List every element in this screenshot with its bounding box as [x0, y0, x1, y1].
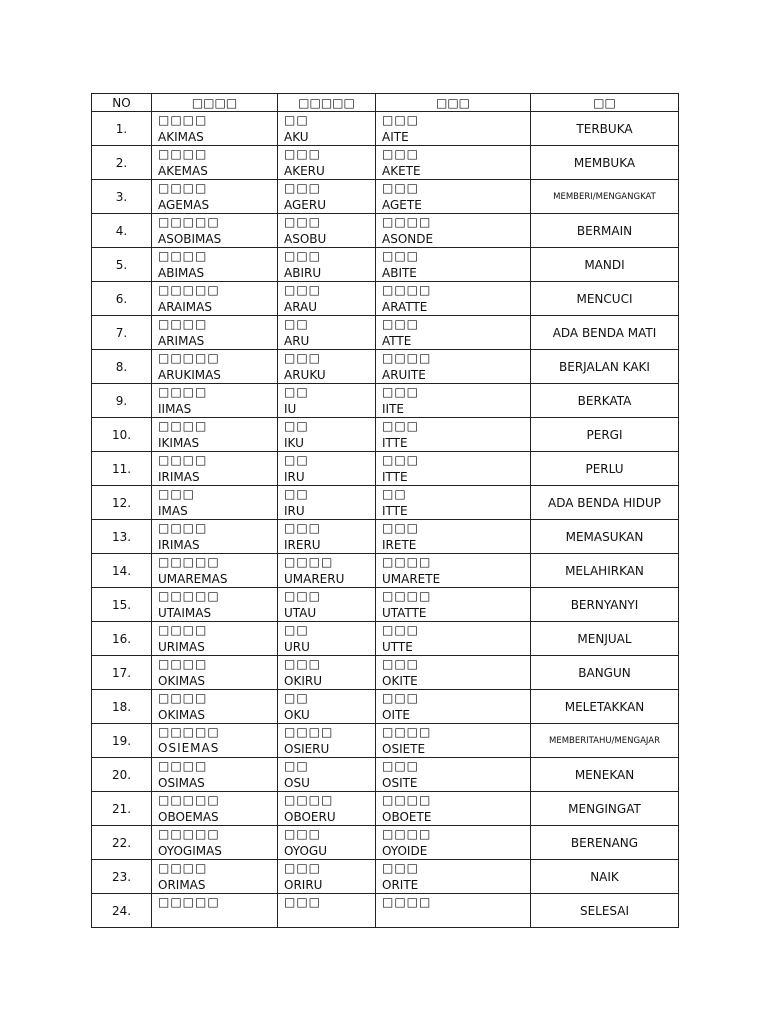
masu-form-cell [152, 588, 278, 622]
table-row [92, 486, 679, 520]
dictionary-form-cell [278, 554, 376, 588]
romaji-text: IU [284, 402, 297, 416]
kana-text: □□□□ [382, 589, 432, 603]
te-form-cell [376, 384, 531, 418]
table-row [92, 180, 679, 214]
romaji-text: IRETE [382, 538, 417, 552]
romaji-text: OKIMAS [158, 674, 206, 688]
kana-text: □□□ [382, 521, 420, 535]
masu-form-cell [152, 112, 278, 146]
table-row [92, 724, 679, 758]
table-row [92, 452, 679, 486]
kana-text: □□□□□ [158, 895, 220, 909]
meaning-cell: BERENANG [531, 826, 679, 860]
romaji-text: AGETE [382, 198, 422, 212]
romaji-text: AKEMAS [158, 164, 208, 178]
romaji-text: ARAIMAS [158, 300, 212, 314]
romaji-text: UMARERU [284, 572, 345, 586]
romaji-text: UMAREMAS [158, 572, 228, 586]
kana-text: □□□ [382, 113, 420, 127]
romaji-text: URU [284, 640, 310, 654]
te-form-cell [376, 180, 531, 214]
romaji-text: OSIERU [284, 742, 330, 756]
dictionary-form-cell [278, 146, 376, 180]
te-form-cell [376, 792, 531, 826]
meaning-cell: MENCUCI [531, 282, 679, 316]
romaji-text: ITTE [382, 436, 408, 450]
kana-text: □□□ [284, 283, 322, 297]
header-masu-form: □□□□ [152, 94, 278, 112]
romaji-text: IRERU [284, 538, 321, 552]
meaning-cell: BANGUN [531, 656, 679, 690]
romaji-text: OSU [284, 776, 310, 790]
masu-form-cell [152, 486, 278, 520]
romaji-text: IKIMAS [158, 436, 200, 450]
romaji-text: OKIMAS [158, 708, 206, 722]
romaji-text: OITE [382, 708, 410, 722]
dictionary-form-cell [278, 384, 376, 418]
table-header-row [92, 94, 679, 112]
meaning-cell: MENGINGAT [531, 792, 679, 826]
te-form-cell [376, 452, 531, 486]
kana-text: □□□ [284, 657, 322, 671]
kana-text: □□□□□ OSIEMAS [158, 725, 220, 755]
kana-text: □□ [382, 487, 407, 501]
kana-text: □□□□ [158, 181, 208, 195]
meaning-cell: MELETAKKAN [531, 690, 679, 724]
table-row [92, 520, 679, 554]
te-form-cell [376, 418, 531, 452]
kana-text: □□□□□ [158, 351, 220, 365]
romaji-text: ARATTE [382, 300, 428, 314]
row-number: 2. [92, 146, 152, 180]
kana-text: □□□□ [284, 725, 334, 739]
row-number: 22. [92, 826, 152, 860]
romaji-text: UTATTE [382, 606, 427, 620]
romaji-text: OYOIDE [382, 844, 428, 858]
kana-text: □□ [284, 759, 309, 773]
dictionary-form-cell [278, 282, 376, 316]
row-number: 9. [92, 384, 152, 418]
kana-text: □□□□ [158, 419, 208, 433]
romaji-text: ARIMAS [158, 334, 205, 348]
dictionary-form-cell [278, 248, 376, 282]
romaji-text: ABIRU [284, 266, 322, 280]
row-number: 13. [92, 520, 152, 554]
kana-text: □□□ [382, 759, 420, 773]
romaji-text: OBOEMAS [158, 810, 219, 824]
masu-form-cell [152, 316, 278, 350]
kana-text: □□□ [382, 657, 420, 671]
row-number: 7. [92, 316, 152, 350]
table-row [92, 214, 679, 248]
romaji-text [284, 911, 375, 927]
meaning-cell: BERNYANYI [531, 588, 679, 622]
table-row [92, 384, 679, 418]
romaji-text: ABITE [382, 266, 417, 280]
row-number: 3. [92, 180, 152, 214]
dictionary-form-cell [278, 826, 376, 860]
romaji-text: IIMAS [158, 402, 192, 416]
row-number: 17. [92, 656, 152, 690]
kana-text: □□□ [382, 861, 420, 875]
romaji-text: IRIMAS [158, 470, 200, 484]
header-dictionary-form: □□□□□ [278, 94, 376, 112]
masu-form-cell [152, 724, 278, 758]
dictionary-form-cell [278, 112, 376, 146]
dictionary-form-cell [278, 724, 376, 758]
masu-form-cell [152, 350, 278, 384]
masu-form-cell [152, 180, 278, 214]
romaji-text: IITE [382, 402, 404, 416]
romaji-text: OSITE [382, 776, 418, 790]
masu-form-cell [152, 554, 278, 588]
kana-text: □□□ [382, 249, 420, 263]
romaji-text: ARUKIMAS [158, 368, 221, 382]
romaji-text: AGERU [284, 198, 326, 212]
row-number: 10. [92, 418, 152, 452]
kana-text: □□□□□ [158, 589, 220, 603]
kana-text: □□ [284, 453, 309, 467]
kana-text: □□□□□ [158, 283, 220, 297]
romaji-text: ATTE [382, 334, 412, 348]
kana-text: □□□ [382, 385, 420, 399]
table-row [92, 418, 679, 452]
meaning-cell: ADA BENDA MATI [531, 316, 679, 350]
romaji-text [158, 911, 277, 927]
romaji-text: IRU [284, 470, 305, 484]
te-form-cell [376, 112, 531, 146]
row-number: 15. [92, 588, 152, 622]
te-form-cell [376, 622, 531, 656]
dictionary-form-cell [278, 418, 376, 452]
kana-text: □□□ [284, 351, 322, 365]
masu-form-cell [152, 418, 278, 452]
kana-text: □□□□□ [158, 215, 220, 229]
row-number: 24. [92, 894, 152, 928]
romaji-text: UTAIMAS [158, 606, 212, 620]
kana-text: □□ [284, 419, 309, 433]
te-form-cell [376, 826, 531, 860]
kana-text: □□ [284, 113, 309, 127]
meaning-cell: MEMBUKA [531, 146, 679, 180]
header-meaning: □□ [531, 94, 679, 112]
meaning-cell: PERLU [531, 452, 679, 486]
kana-text: □□□□ [158, 759, 208, 773]
row-number: 19. [92, 724, 152, 758]
kana-text: □□□□ [158, 521, 208, 535]
header-no: NO [92, 94, 152, 112]
kana-text: □□□□ [158, 113, 208, 127]
romaji-text: OKITE [382, 674, 418, 688]
masu-form-cell [152, 214, 278, 248]
kana-text: □□□□ [158, 861, 208, 875]
kana-text: □□□□ [158, 147, 208, 161]
romaji-text: OBOERU [284, 810, 336, 824]
row-number: 18. [92, 690, 152, 724]
row-number: 5. [92, 248, 152, 282]
header-te-form: □□□ [376, 94, 531, 112]
row-number: 12. [92, 486, 152, 520]
row-number: 8. [92, 350, 152, 384]
kana-text: □□ [284, 487, 309, 501]
romaji-text: IRIMAS [158, 538, 200, 552]
meaning-cell: PERGI [531, 418, 679, 452]
te-form-cell [376, 520, 531, 554]
row-number: 6. [92, 282, 152, 316]
table-row [92, 316, 679, 350]
meaning-cell: NAIK [531, 860, 679, 894]
table-row [92, 860, 679, 894]
te-form-cell [376, 588, 531, 622]
romaji-text: IMAS [158, 504, 188, 518]
dictionary-form-cell [278, 894, 376, 928]
kana-text: □□□□ [158, 385, 208, 399]
meaning-cell: MEMBERITAHU/MENGAJAR [531, 724, 679, 758]
masu-form-cell [152, 146, 278, 180]
kana-text: □□□□ [382, 555, 432, 569]
romaji-text: URIMAS [158, 640, 205, 654]
romaji-text: ASOBU [284, 232, 327, 246]
dictionary-form-cell [278, 690, 376, 724]
kana-text: □□□ [284, 861, 322, 875]
kana-text: □□□□ [284, 555, 334, 569]
kana-text: □□□ [284, 147, 322, 161]
dictionary-form-cell [278, 452, 376, 486]
meaning-cell: MELAHIRKAN [531, 554, 679, 588]
dictionary-form-cell [278, 622, 376, 656]
meaning-cell: MENJUAL [531, 622, 679, 656]
romaji-text: OYOGU [284, 844, 327, 858]
dictionary-form-cell [278, 486, 376, 520]
kana-text: □□□ [382, 419, 420, 433]
dictionary-form-cell [278, 758, 376, 792]
romaji-text: ARAU [284, 300, 318, 314]
row-number: 16. [92, 622, 152, 656]
dictionary-form-cell [278, 180, 376, 214]
kana-text: □□□□ [158, 317, 208, 331]
romaji-text: OSIMAS [158, 776, 205, 790]
kana-text: □□□□□ [158, 827, 220, 841]
romaji-text: AKETE [382, 164, 421, 178]
romaji-text: AKERU [284, 164, 325, 178]
romaji-text: AGEMAS [158, 198, 210, 212]
masu-form-cell [152, 690, 278, 724]
romaji-text: AKU [284, 130, 309, 144]
te-form-cell [376, 282, 531, 316]
kana-text: □□□□ [158, 657, 208, 671]
masu-form-cell [152, 758, 278, 792]
meaning-cell: BERMAIN [531, 214, 679, 248]
kana-text: □□□ [284, 589, 322, 603]
masu-form-cell [152, 826, 278, 860]
kana-text: □□□ [382, 181, 420, 195]
table-row [92, 656, 679, 690]
romaji-text: ASONDE [382, 232, 434, 246]
kana-text: □□□□ [382, 827, 432, 841]
table-row [92, 622, 679, 656]
romaji-text: AKIMAS [158, 130, 204, 144]
te-form-cell [376, 316, 531, 350]
romaji-text: OYOGIMAS [158, 844, 222, 858]
romaji-text: IKU [284, 436, 304, 450]
te-form-cell [376, 214, 531, 248]
romaji-text: OKU [284, 708, 310, 722]
te-form-cell [376, 486, 531, 520]
kana-text: □□ [284, 691, 309, 705]
table-row [92, 894, 679, 928]
table-row [92, 350, 679, 384]
kana-text: □□□□ [382, 215, 432, 229]
romaji-text: ARUITE [382, 368, 426, 382]
meaning-cell: MANDI [531, 248, 679, 282]
kana-text: □□□ [382, 317, 420, 331]
kana-text: □□□□ [382, 895, 432, 909]
romaji-text: ARU [284, 334, 310, 348]
kana-text: □□□ [284, 249, 322, 263]
row-number: 14. [92, 554, 152, 588]
romaji-text: OKIRU [284, 674, 322, 688]
kana-text: □□□ [284, 181, 322, 195]
dictionary-form-cell [278, 792, 376, 826]
kana-text: □□□ [382, 691, 420, 705]
kana-text: □□ [284, 623, 309, 637]
kana-text: □□□□ [158, 691, 208, 705]
meaning-cell: BERJALAN KAKI [531, 350, 679, 384]
table-row [92, 758, 679, 792]
romaji-text: ORIMAS [158, 878, 206, 892]
meaning-cell: ADA BENDA HIDUP [531, 486, 679, 520]
romaji-text: ABIMAS [158, 266, 205, 280]
kana-text: □□□□ [158, 249, 208, 263]
te-form-cell [376, 860, 531, 894]
te-form-cell [376, 690, 531, 724]
romaji-text: UTAU [284, 606, 317, 620]
te-form-cell [376, 554, 531, 588]
kana-text: □□ [284, 317, 309, 331]
romaji-text: UTTE [382, 640, 413, 654]
romaji-text: ORITE [382, 878, 419, 892]
kana-text: □□□ [382, 147, 420, 161]
table-row [92, 112, 679, 146]
te-form-cell [376, 724, 531, 758]
dictionary-form-cell [278, 860, 376, 894]
kana-text: □□□ [284, 895, 322, 909]
romaji-text: IRU [284, 504, 305, 518]
table-row [92, 588, 679, 622]
te-form-cell [376, 894, 531, 928]
meaning-cell: MEMASUKAN [531, 520, 679, 554]
meaning-cell: MENEKAN [531, 758, 679, 792]
dictionary-form-cell [278, 350, 376, 384]
masu-form-cell [152, 792, 278, 826]
table-row [92, 690, 679, 724]
row-number: 23. [92, 860, 152, 894]
te-form-cell [376, 146, 531, 180]
table-row [92, 792, 679, 826]
table-row [92, 146, 679, 180]
masu-form-cell [152, 860, 278, 894]
dictionary-form-cell [278, 214, 376, 248]
row-number: 21. [92, 792, 152, 826]
romaji-text: ORIRU [284, 878, 323, 892]
kana-text: □□□□□ [158, 793, 220, 807]
kana-text: □□□□ [382, 283, 432, 297]
kana-text: □□□□ [158, 623, 208, 637]
kana-text: □□□□ [284, 793, 334, 807]
meaning-cell: MEMBERI/MENGANGKAT [531, 180, 679, 214]
meaning-cell: SELESAI [531, 894, 679, 928]
romaji-text: OBOETE [382, 810, 432, 824]
romaji-text: ARUKU [284, 368, 326, 382]
romaji-text [382, 911, 530, 927]
table-row [92, 282, 679, 316]
meaning-cell: TERBUKA [531, 112, 679, 146]
te-form-cell [376, 758, 531, 792]
kana-text: □□□□ [382, 793, 432, 807]
masu-form-cell [152, 248, 278, 282]
romaji-text: ITTE [382, 470, 408, 484]
kana-text: □□□□ [382, 725, 432, 739]
romaji-text: OSIETE [382, 742, 426, 756]
dictionary-form-cell [278, 588, 376, 622]
kana-text: □□□ [284, 215, 322, 229]
te-form-cell [376, 248, 531, 282]
meaning-cell: BERKATA [531, 384, 679, 418]
romaji-text: UMARETE [382, 572, 441, 586]
kana-text: □□□ [158, 487, 196, 501]
row-number: 20. [92, 758, 152, 792]
kana-text: □□□ [284, 827, 322, 841]
masu-form-cell [152, 520, 278, 554]
te-form-cell [376, 656, 531, 690]
table-row [92, 248, 679, 282]
masu-form-cell [152, 282, 278, 316]
kana-text: □□□ [284, 521, 322, 535]
verb-table [91, 93, 679, 928]
masu-form-cell [152, 622, 278, 656]
table-row [92, 826, 679, 860]
masu-form-cell [152, 894, 278, 928]
kana-text: □□□□□ [158, 555, 220, 569]
romaji-text: AITE [382, 130, 409, 144]
row-number: 11. [92, 452, 152, 486]
dictionary-form-cell [278, 520, 376, 554]
romaji-text: ASOBIMAS [158, 232, 222, 246]
row-number: 1. [92, 112, 152, 146]
dictionary-form-cell [278, 656, 376, 690]
kana-text: □□□□ [382, 351, 432, 365]
row-number: 4. [92, 214, 152, 248]
masu-form-cell [152, 452, 278, 486]
romaji-text: ITTE [382, 504, 408, 518]
kana-text: □□□□ [158, 453, 208, 467]
dictionary-form-cell [278, 316, 376, 350]
kana-text: □□ [284, 385, 309, 399]
kana-text: □□□ [382, 623, 420, 637]
masu-form-cell [152, 656, 278, 690]
kana-text: □□□ [382, 453, 420, 467]
masu-form-cell [152, 384, 278, 418]
table-row [92, 554, 679, 588]
te-form-cell [376, 350, 531, 384]
